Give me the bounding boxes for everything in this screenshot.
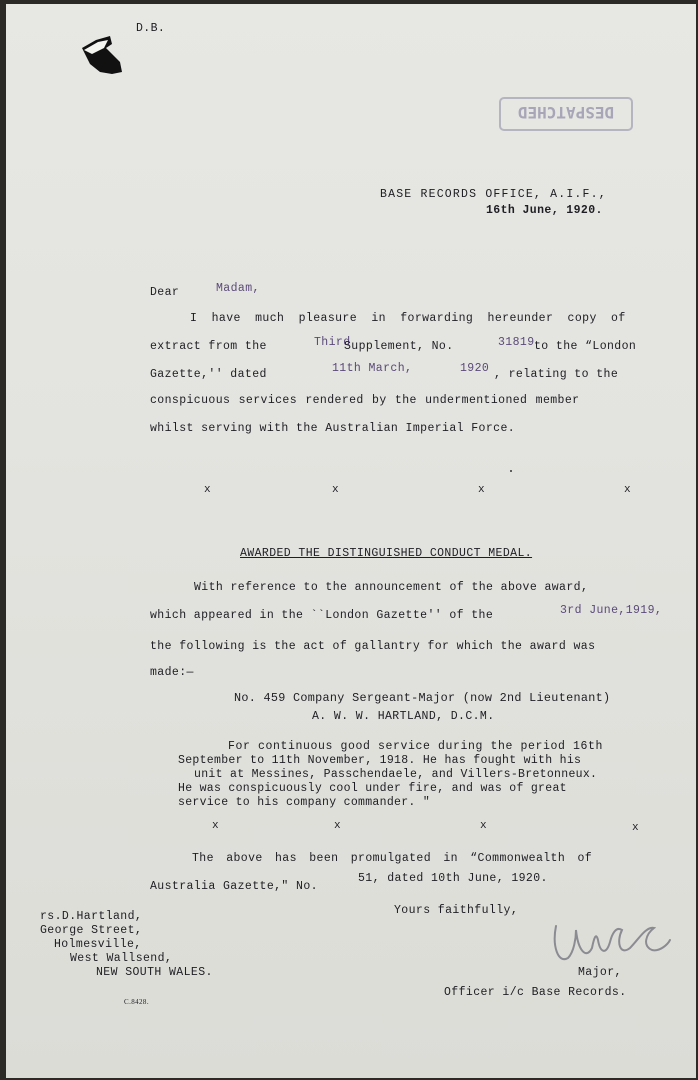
citation-line-5: service to his company commander. " — [178, 796, 431, 809]
despatched-stamp — [496, 90, 636, 136]
address-line-1: rs.D.Hartland, — [40, 910, 143, 923]
intro-line-2b: Supplement, No. — [344, 340, 454, 353]
citation-line-4: He was conspicuously cool under fire, and was of great — [178, 782, 567, 795]
intro-line-2a: extract from the — [150, 340, 267, 353]
intro-line-2c: to the “London — [534, 340, 637, 353]
signer-rank: Major, — [578, 966, 622, 979]
separator-mark: x — [212, 820, 219, 832]
citation-line-3: unit at Messines, Passchendaele, and Villers-Bretonneux. — [194, 768, 598, 781]
soldier-name: A. W. W. HARTLAND, D.C.M. — [312, 710, 495, 723]
intro-line-1: I have much pleasure in forwarding hereunder copy of — [190, 312, 626, 325]
separator-mark: x — [624, 484, 631, 496]
signer-title: Officer i/c Base Records. — [444, 986, 627, 999]
address-line-2: George Street, — [40, 924, 143, 937]
intro-line-3a: Gazette,'' dated — [150, 368, 267, 381]
intro-supplement-number: 31819 — [498, 336, 535, 349]
intro-supplement-ordinal: Third — [314, 336, 351, 349]
separator-mark: x — [480, 820, 487, 832]
reference-line-3: the following is the act of gallantry for which the award was — [150, 640, 596, 653]
award-heading: AWARDED THE DISTINGUISHED CONDUCT MEDAL. — [240, 547, 533, 560]
closing: Yours faithfully, — [394, 904, 519, 917]
form-code: C.8428. — [124, 998, 149, 1006]
promulgation-line-1: The above has been promulgated in “Commonwealth of — [192, 852, 593, 865]
promulgation-gazette-number: 51, dated 10th June, 1920. — [358, 872, 548, 885]
intro-line-5: whilst serving with the Australian Imperial Force. — [150, 422, 516, 435]
intro-gazette-date: 11th March, — [332, 362, 413, 375]
citation-line-2: September to 11th November, 1918. He has fought with his — [178, 754, 582, 767]
stray-mark — [510, 470, 512, 472]
intro-line-4: conspicuous services rendered by the undermentioned member — [150, 394, 580, 407]
address-line-5: NEW SOUTH WALES. — [96, 966, 213, 979]
separator-mark: x — [204, 484, 211, 496]
reference-line-4: made:— — [150, 666, 194, 679]
reference-line-2: which appeared in the ``London Gazette'' of the — [150, 609, 494, 622]
address-line-3: Holmesville, — [54, 938, 142, 951]
file-reference: D.B. — [136, 22, 166, 35]
separator-mark: x — [332, 484, 339, 496]
reference-line-1: With reference to the announcement of the above award, — [194, 581, 589, 594]
stamp-text: DESPATCHED — [517, 103, 615, 122]
soldier-rank: No. 459 Company Sergeant-Major (now 2nd Lieutenant) — [234, 691, 611, 705]
intro-line-3b: , relating to the — [494, 368, 619, 381]
letter-date: 16th June, 1920. — [486, 204, 603, 217]
intro-gazette-year: 1920 — [460, 362, 490, 375]
signature — [546, 912, 676, 972]
promulgation-line-2: Australia Gazette," No. — [150, 880, 318, 893]
separator-mark: x — [334, 820, 341, 832]
address-line-4: West Wallsend, — [70, 952, 173, 965]
separator-mark: x — [478, 484, 485, 496]
separator-mark: x — [632, 822, 639, 834]
letter-page — [6, 4, 696, 1078]
reference-gazette-date: 3rd June,1919, — [560, 604, 663, 617]
salutation-dear: Dear — [150, 286, 180, 299]
office-heading: BASE RECORDS OFFICE, A.I.F., — [380, 188, 607, 201]
torn-hole — [76, 34, 124, 76]
salutation-name: Madam, — [216, 282, 260, 295]
citation-line-1: For continuous good service during the period 16th — [228, 740, 604, 753]
